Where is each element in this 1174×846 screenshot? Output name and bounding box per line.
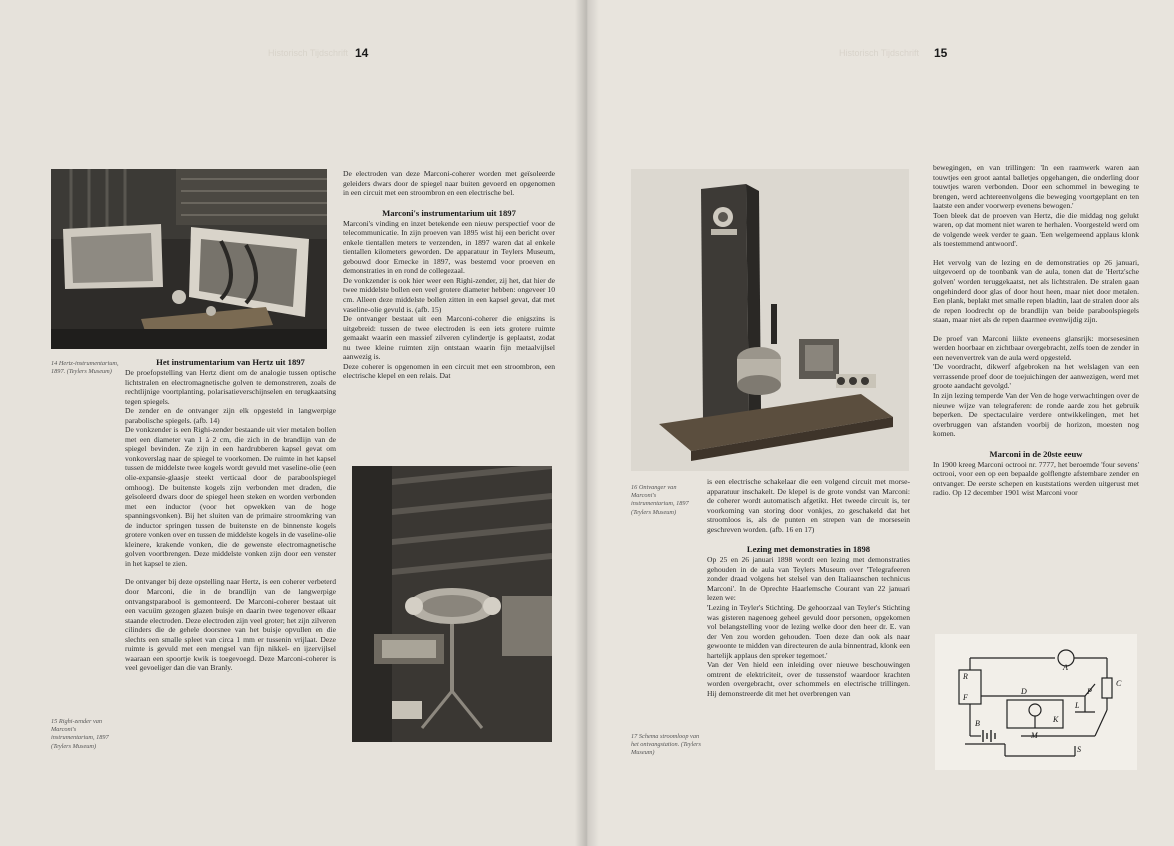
diagram-label-k: K (1053, 715, 1059, 724)
caption-15: 15 Righi-zender van Marconi's instrumentarium, 1897 (Teylers Museum) (51, 718, 109, 750)
heading-marconi-instrumentarium: Marconi's instrumentarium uit 1897 (382, 207, 516, 218)
left-page-number: 14 (355, 46, 369, 60)
diagram-label-d: D (1021, 687, 1027, 696)
diagram-label-b: B (975, 719, 980, 728)
paragraph: is een electrische schakelaar die een volgend circuit met morse-apparatuur inschakelt. De klepel is de grote vondst van Marconi: de coherer wordt automatisch afgetikt. Het tweede circuit is, ter voorkoming van storing door vonkjes, zo geschakeld dat het stroomloos is, als de punten en strepen van de morsesein geschreven worden. (afb. 16 en 17) (707, 477, 910, 534)
diagram-label-s: S (1077, 745, 1081, 754)
heading-lezing: Lezing met demonstraties in 1898 (746, 544, 871, 555)
left-second-column (343, 169, 555, 454)
paragraph: Van der Ven hield een inleiding over nieuwe beschouwingen omtrent de elektriciteit, over de tussenstof waardoor krachten worden overgebracht, over schommels en electrische trillingen. Hij demonstreerde dit met het overbrengen van (707, 660, 910, 698)
diagram-label-m: M (1031, 731, 1038, 740)
paragraph: De electroden van deze Marconi-coherer worden met geïsoleerde geleiders dwars door de spiegel naar buiten gevoerd en opgenomen in een circuit met een stroombron en een electrische bel. (343, 169, 555, 198)
photo-righi-transmitter (352, 466, 552, 742)
heading-hertz: Het instrumentarium van Hertz uit 1897 (156, 357, 305, 367)
heading-marconi-20ste-eeuw: Marconi in de 20ste eeuw (989, 448, 1083, 459)
diagram-label-l: L (1075, 701, 1080, 710)
paragraph: De ontvanger bij deze opstelling naar Hertz, is een coherer verbeterd door Marconi, die in de brandlijn van de langwerpige ontvangstparabool is gemonteerd. De Marconi-coherer bestaat uit een vacuüm gezogen glazen buisje en daarin twee tegenover elkaar staande electroden. Deze electroden zijn veel groter; het zijn zilveren cilinders die de gehele doorsnee van het buisje opvullen en die slechts een smalle spleet van circa 1 mm er tussenin vrijlaat. Deze ruimte is gevuld met een mengsel van fijn nikkel- en ijzervijlsel waaraan een spoortje kwik is toegevoegd. Deze Marconi-coherer is veel gevoeliger dan die van Branly. (125, 577, 336, 673)
paragraph: Marconi's vinding en inzet betekende een nieuw perspectief voor de telecommunicatie. In zijn proeven van 1895 wist hij een bericht over enkele tientallen meters te verzenden, in 1897 waren dat al enkele tientallen kilometers geworden. De apparatuur in Teylers Museum, gebouwd door Ernecke in 1897, was bestemd voor proeven en demonstraties in en rond de collegezaal. (343, 218, 555, 276)
book-fold (575, 0, 599, 846)
photo-marconi-receiver (631, 169, 909, 471)
diagram-label-c: C (1116, 679, 1122, 688)
right-ghost-header: Historisch Tijdschrift (839, 48, 920, 58)
paragraph: De proefopstelling van Hertz dient om de analogie tussen optische lichtstralen en electromagnetische golven te demonstreren, zoals de rechtlijnige voortplanting, polarisatieverschijnselen en terugkaatsing tegen spiegels. (125, 368, 336, 406)
paragraph: De vonkzender is een Righi-zender bestaande uit vier metalen bollen met een diameter van 1 à 2 cm, die zich in de brandlijn van de spiegel bevinden. Ze zijn in een hardrubberen kapsel gevat om vonkoverslag naar de spiegel te voorkomen. De ruimte in het kapsel tussen de middelste twee kogels wordt gevuld met vaseline-olie (een olie-expansie-glaasje steekt verticaal door de paraboolspiegel omhoog). De buitenste kogels zijn verbonden met draden, die geïsoleerd dwars door de spiegel heen steken en worden verbonden met een inductor (voor het opwekken van de hoge spanningsvonken). Bij het sluiten van de primaire stroomkring van de inductor springen tussen de buitenste en de binnenste kogels grotere vonken over en tussen de middelste kogels in de vaseline-olie kleinere, krakende vonken, die de gewenste electromagnetische golven voortbrengen. Deze middelste vonken zijn door een venster in het kapsel te zien. (125, 425, 336, 568)
paragraph: De proef van Marconi liikte eveneens glansrijk: morsesesinen werden hoorbaar en zichtbaar overgebracht, zelfs toen de zender in een nevenvertrek van de aula werd opgesteld. (933, 333, 1139, 362)
photo-hertz-drawing (51, 169, 327, 349)
diagram-label-f: F (963, 693, 968, 702)
paragraph: bewegingen, en van trillingen: 'In een raamwerk waren aan touwtjes een groot aantal balletjes opgehangen, die onderling door touwtjes waren verbonden. Door een schommel in beweging te brengen, werd achtereenvolgens die beweging voortgeplant en ten laatste een ander voorwerp evenens bewogen.' (933, 163, 1139, 211)
paragraph: 'Lezing in Teyler's Stichting. De gehoorzaal van Teyler's Stichting was gisteren nagenoeg geheel gevuld door personen, opgekomen vol belangstelling voor de lezing welke door den heer dr. E. van der Ven zou worden gehouden. Toen deze dan ook als naar gewoonte te midden van directeuren de aula binnentrad, klonk een hartelijk applaus den spreker tegemoet.' (707, 603, 910, 660)
circuit-diagram (935, 634, 1137, 770)
caption-16: 16 Ontvanger van Marconi's instrumentarium, 1897 (Teylers Museum) (631, 484, 689, 516)
paragraph: De vonkzender is ook hier weer een Righi-zender, zij het, dat hier de twee middelste bollen een veel grotere diameter hebben: ongeveer 10 cm. Alleen deze middelste bollen zitten in een kapsel gevat, dat met vaseline-olie gevuld is. (afb. 15) (343, 275, 555, 314)
diagram-label-a: A (1063, 663, 1068, 672)
right-middle-column (707, 477, 910, 777)
caption-17: 17 Schema stroomloop van het ontvangstation. (Teylers Museum) (631, 733, 701, 757)
paragraph: De zender en de ontvanger zijn elk opgesteld in langwerpige parabolische spiegels. (afb. 14) (125, 406, 336, 425)
paragraph: 'De voordracht, dikwerf afgebroken na het welslagen van een verrassende proef door de toejuichingen der aanwezigen, werd met groote aandacht gevolgd.' (933, 362, 1139, 391)
right-page-number: 15 (934, 46, 948, 60)
photo-righi-drawing (352, 466, 552, 742)
paragraph: Op 25 en 26 januari 1898 wordt een lezing met demonstraties gehouden in de aula van Teylers Museum over 'Telegrafeeren zonder draad volgens het stelsel van den Italiaanschen technicus Marconi'. In de Oprechte Haarlemsche Courant van 22 januari lezen we: (707, 555, 910, 603)
paragraph: Toen bleek dat de proeven van Hertz, die die middag nog gelukt waren, op dat moment niet waren te herhalen. Voorgesteld werd om de volgende week verder te gaan. 'Een welgemeend applaus klonk als toestemmend antwoord'. (933, 210, 1139, 249)
left-ghost-header: Historisch Tijdschrift (268, 48, 349, 58)
paragraph: Deze coherer is opgenomen in een circuit met een stroombron, een electrische klepel en een relais. Dat (343, 361, 555, 381)
paragraph: De ontvanger bestaat uit een Marconi-coherer die enigszins is uitgebreid: tussen de twee electroden is een iets grotere ruimte gemaakt waarin een massief zilveren cylindertje is geplaatst, zodat nu twee kleine ruimten zijn ontstaan waarin fijn metaalvijlsel aanwezig is. (343, 314, 555, 362)
right-column (933, 163, 1139, 623)
right-page (587, 0, 1174, 846)
paragraph: In zijn lezing temperde Van der Ven de hoge verwachtingen over de nieuwe wijze van telegraferen: de ronde aarde zou het gebruik beperken. De spectaculaire verdere ontwikkelingen, met het overbruggen van afstanden voorbij de horizon, moesten nog komen. (933, 391, 1139, 439)
left-main-column (125, 357, 336, 747)
paragraph: Het vervolg van de lezing en de demonstraties op 26 januari, uitgevoerd op de toonbank van de aula, tonen dat de 'Hertz'sche golven' worden teruggekaatst, net als lichtstralen. De stralen gaan ongehinderd door glas of door hout heen, maar niet door metalen. Een plank, beplakt met smalle repen bladtin, laat de stralen door als de repen loodrecht op de brandlijn van beide paraboolspiegels staan, maar niet als de repen daarmee evenwijdig zijn. (933, 257, 1139, 325)
paragraph: In 1900 kreeg Marconi octrooi nr. 7777, het beroemde 'four sevens' octrooi, voor een op een bepaalde golflengte afstembare zender en ontvanger. De eerste schepen en kuststations werden uitgerust met radio. Op 12 december 1901 wist Marconi voor (933, 459, 1139, 498)
diagram-label-r: R (963, 672, 968, 681)
caption-14: 14 Hertz-instrumentarium, 1897. (Teylers Museum) (51, 360, 119, 376)
photo-hertz-instrumentarium (51, 169, 327, 349)
photo-receiver-drawing (631, 169, 909, 471)
circuit-diagram-svg (935, 634, 1137, 770)
diagram-label-p: P (1087, 687, 1092, 696)
